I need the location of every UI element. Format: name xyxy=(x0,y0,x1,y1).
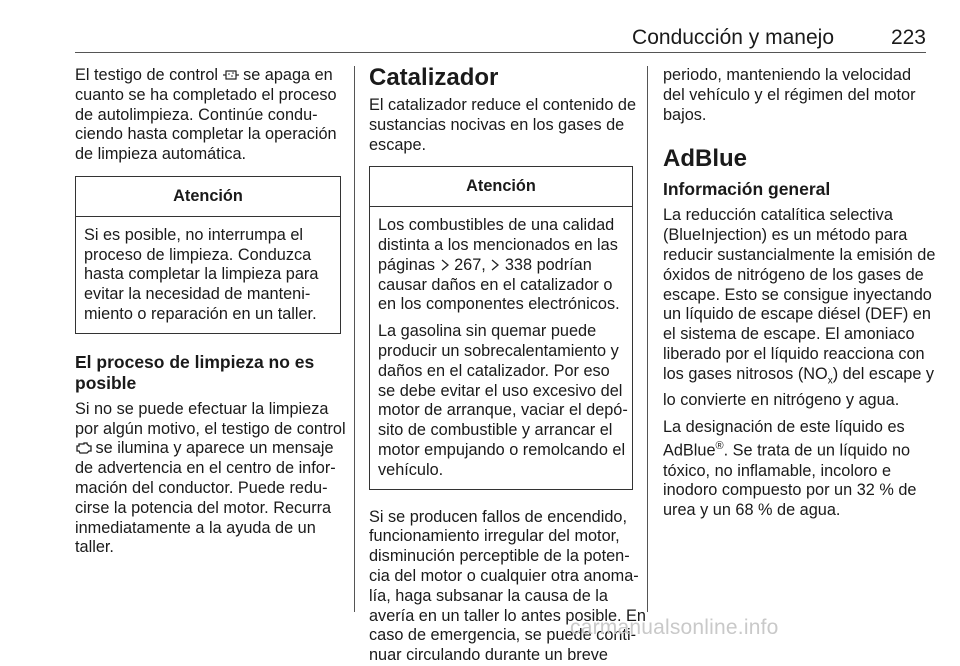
page-header xyxy=(75,26,926,53)
column-2 xyxy=(369,64,646,666)
column-divider xyxy=(647,66,648,612)
page-number: 223 xyxy=(890,26,926,49)
attention-box: Atención Los combustibles de una calidad distinta a los mencionados en las páginas 267, 338 podrían causar daños en el catalizador o en los componentes electrónicos. La gasolina sin quemar puede producir un sobrecalentamiento y daños en el catalizador. Por eso se debe evitar el uso excesivo del motor de arranque, vaciar el depó- sito de combustible y arrancar el motor empujando o remolcando el vehículo. xyxy=(369,166,633,489)
page-reference-arrow-icon[interactable] xyxy=(440,257,450,269)
page-link[interactable]: 267, xyxy=(454,255,486,274)
paragraph-dpf-light: El testigo de control se apaga en cuanto se ha completado el proceso de autolimpieza. Continúe condu- ciendo hasta completar la operación de limpieza automática. xyxy=(75,66,337,164)
page-reference-arrow-icon[interactable] xyxy=(490,257,500,269)
column-3 xyxy=(663,66,936,521)
subheading-general-info: Información general xyxy=(663,179,831,200)
page-link[interactable]: 338 podrían xyxy=(504,255,592,274)
section-title: Conducción y manejo xyxy=(632,26,834,49)
dpf-filter-icon xyxy=(223,68,239,82)
section-heading-adblue: AdBlue xyxy=(663,145,747,173)
paragraph-continued: periodo, manteniendo la velocidad del vehículo y el régimen del motor bajos. xyxy=(663,66,916,124)
paragraph-catalyst-intro: El catalizador reduce el contenido de sustancias nocivas en los gases de escape. xyxy=(369,96,637,154)
attention-box-title: Atención xyxy=(76,177,340,217)
attention-box-title: Atención xyxy=(370,167,632,207)
paragraph-adblue-designation: La designación de este líquido es AdBlue®. Se trata de un líquido no tóxico, no inflamable, incoloro e inodoro compuesto por un 32 % de urea y un 68 % de agua. xyxy=(663,417,917,520)
column-1 xyxy=(75,66,346,558)
paragraph-misfire: Si se producen fallos de encendido, funcionamiento irregular del motor, disminución perceptible de la poten- cia del motor o cualquier otra anoma- lía, haga subsanar la causa de la avería en un taller lo antes posible. En caso de emergencia, se puede conti- nuar circulando durante un breve xyxy=(369,507,646,665)
section-heading-catalizador: Catalizador xyxy=(369,64,499,91)
paragraph-scr: La reducción catalítica selectiva (BlueInjection) es un método para reducir sustancialmente la emisión de óxidos de nitrógeno de los gases de escape. Esto se consigue inyectando un líquido de escape diésel (DEF) en el sistema de escape. El amoniaco liberado por el líquido reacciona con los gases nitrosos $(NO_x)$ del escape y lo convierte en nitrógeno y agua. xyxy=(663,206,936,409)
subheading-cleaning-not-possible: El proceso de limpieza no es posible xyxy=(75,351,315,393)
engine-warning-icon xyxy=(75,441,91,455)
paragraph-cleaning-failure: Si no se puede efectuar la limpieza por algún motivo, el testigo de control se ilumina y aparece un mensaje de advertencia en el centro de infor- mación del conductor. Puede redu- cirse la potencia del motor. Recurra inmediatamente a la ayuda de un taller. xyxy=(75,399,346,557)
watermark: carmanualsonline.info xyxy=(570,616,779,639)
attention-box: Atención Si es posible, no interrumpa el proceso de limpieza. Conduzca hasta completar la limpieza para evitar la necesidad de manteni- miento o reparación en un taller. xyxy=(75,176,341,334)
column-divider xyxy=(354,66,355,612)
